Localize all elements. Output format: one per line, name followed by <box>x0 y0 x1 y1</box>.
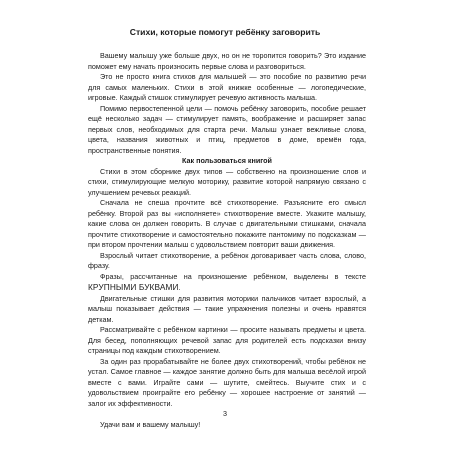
phrase-note-caps: КРУПНЫМИ БУКВАМИ <box>88 282 179 292</box>
paragraph-reading-method: Сначала не спеша прочтите всё стихотворение. Разъясните его смысл ребёнку. Второй раз вы «исполняете» стихотворение вместе. Укажите малышу, какие слова он должен говорить. В случае с двигательными стишками, сначала прочтите стихотворение и самостоятельно покажите пантомиму по подсказкам — при втором прочтении малыш с удовольствием повторит ваши движения. <box>88 198 366 249</box>
paragraph-goals: Помимо первостепенной цели — помочь ребёнку заговорить, пособие решает ещё несколько задач — стимулирует память, воображение и расширяет запас первых слов, необходимых для старта речи. Малыш узнает вежливые слова, цвета, названия животных и птиц, предметов в доме, времён года, пространственные понятия. <box>88 103 366 155</box>
page-number: 3 <box>223 409 227 418</box>
paragraph-phrase-note <box>88 272 366 294</box>
paragraph-adult-reads: Взрослый читает стихотворение, а ребёнок договаривает часть слова, слово, фразу. <box>88 250 366 270</box>
paragraph-poem-types: Стихи в этом сборнике двух типов — собственно на произношение слов и стихи, стимулирующие мелкую моторику, развитие которой напрямую связано с улучшением речевых реакций. <box>88 166 366 197</box>
paragraph-about-book: Это не просто книга стихов для малышей — это пособие по развитию речи для самых маленьких. Стихи в этой книжке особенные — логопедические, игровые. Каждый стишок стимулирует речевую активность малыша. <box>88 72 366 102</box>
paragraph-session-advice: За один раз прорабатывайте не более двух стихотворений, чтобы ребёнок не устал. Самое главное — каждое занятие должно быть для малыша весёлой игрой вместе с вами. Играйте сами — шутите, смейтесь. Выучите стих и с удовольствием проиграйте его ребёнку — хорошее настроение от занятий — залог их эффективности. <box>88 356 366 408</box>
phrase-note-end: . <box>178 283 181 292</box>
paragraph-motor-poems: Двигательные стишки для развития моторики пальчиков читает взрослый, а малыш показывает действия — такие упражнения полезны и очень нравятся деткам. <box>88 293 366 324</box>
paragraph-pictures: Рассматривайте с ребёнком картинки — просите называть предметы и цвета. Для бесед, пополняющих речевой запас для родителей есть подсказки внизу страницы под каждым стихотворением. <box>88 325 366 355</box>
paragraph-intro: Вашему малышу уже больше двух, но он не торопится говорить? Это издание поможет ему начать произносить первые слова и разговориться. <box>88 51 366 71</box>
section-heading: Как пользоваться книгой <box>182 156 272 165</box>
phrase-note-text: Фразы, рассчитанные на произношение ребёнком, выделены в тексте <box>100 271 366 281</box>
page-title: Стихи, которые помогут ребёнку заговорить <box>129 27 321 37</box>
page-body <box>88 51 366 430</box>
paragraph-good-luck: Удачи вам и вашему малышу! <box>100 419 201 429</box>
